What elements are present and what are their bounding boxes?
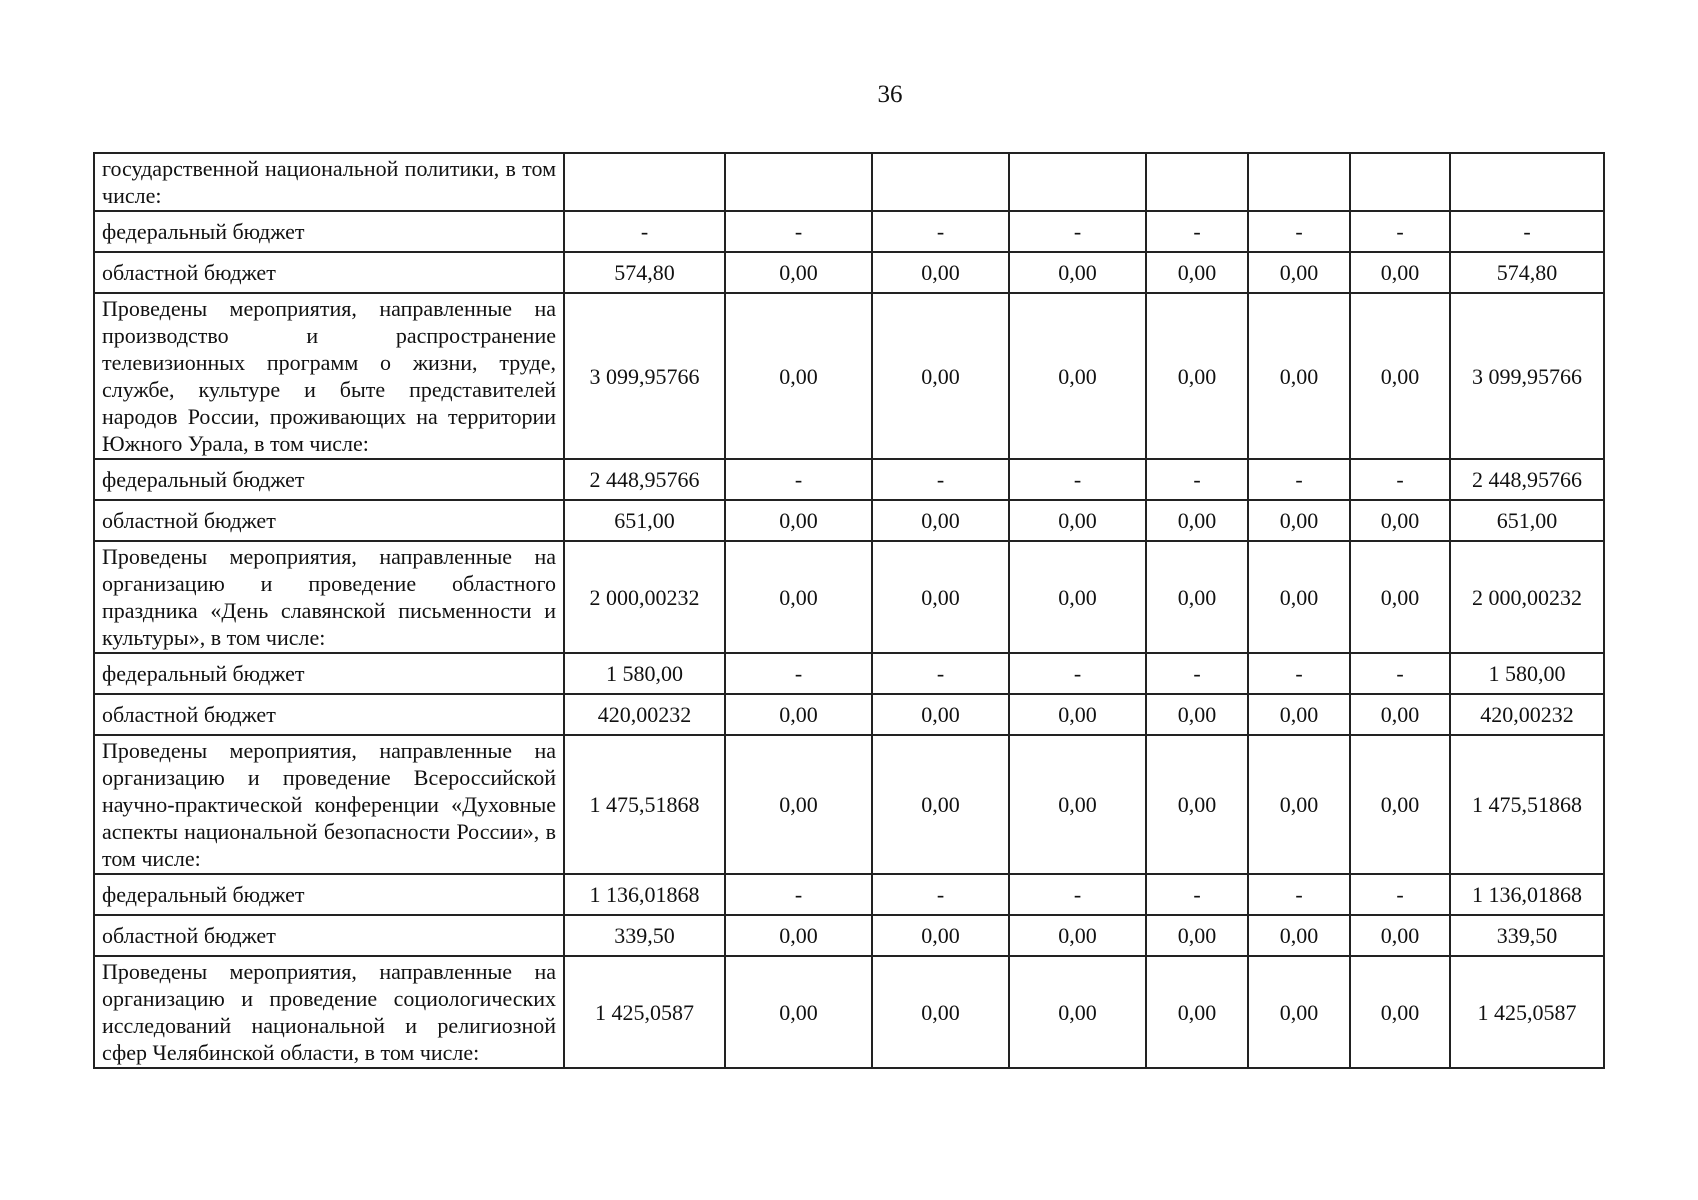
total-cell: 420,00232 bbox=[1450, 694, 1604, 735]
total-cell: 1 580,00 bbox=[1450, 653, 1604, 694]
amount-cell: 0,00 bbox=[1009, 500, 1146, 541]
amount-cell bbox=[1248, 153, 1350, 211]
budget-source-label: федеральный бюджет bbox=[94, 211, 564, 252]
budget-source-row bbox=[94, 500, 1604, 541]
activity-description: Проведены мероприятия, направленные на организацию и проведение областного праздника «День славянской письменности и культуры», в том числе: bbox=[94, 541, 564, 653]
amount-cell: 0,00 bbox=[1009, 694, 1146, 735]
amount-cell: 0,00 bbox=[1248, 956, 1350, 1068]
amount-cell: 0,00 bbox=[1248, 500, 1350, 541]
amount-cell: 0,00 bbox=[725, 252, 872, 293]
amount-cell: - bbox=[1350, 211, 1450, 252]
total-cell: 339,50 bbox=[1450, 915, 1604, 956]
total-cell: 1 425,0587 bbox=[1450, 956, 1604, 1068]
activity-description: Проведены мероприятия, направленные на организацию и проведение Всероссийской научно-практической конференции «Духовные аспекты национальной безопасности России», в том числе: bbox=[94, 735, 564, 874]
total-cell: 3 099,95766 bbox=[1450, 293, 1604, 459]
amount-cell: 0,00 bbox=[1248, 735, 1350, 874]
amount-cell: - bbox=[564, 211, 725, 252]
budget-source-row bbox=[94, 915, 1604, 956]
amount-cell: 0,00 bbox=[1248, 293, 1350, 459]
activity-description: Проведены мероприятия, направленные на производство и распространение телевизионных программ о жизни, труде, службе, культуре и быте представителей народов России, проживающих на территории Южного Урала, в том числе: bbox=[94, 293, 564, 459]
total-cell: - bbox=[1450, 211, 1604, 252]
budget-table-body bbox=[94, 153, 1604, 1068]
amount-cell: - bbox=[1009, 653, 1146, 694]
amount-cell: 0,00 bbox=[1009, 252, 1146, 293]
amount-cell: - bbox=[1350, 459, 1450, 500]
amount-cell: 0,00 bbox=[1350, 956, 1450, 1068]
amount-cell: 0,00 bbox=[1146, 293, 1248, 459]
activity-description: Проведены мероприятия, направленные на организацию и проведение социологических исследований национальной и религиозной сфер Челябинской области, в том числе: bbox=[94, 956, 564, 1068]
activity-row bbox=[94, 293, 1604, 459]
amount-cell: - bbox=[1248, 653, 1350, 694]
amount-cell bbox=[872, 153, 1009, 211]
amount-cell: - bbox=[1009, 874, 1146, 915]
amount-cell: 0,00 bbox=[1146, 735, 1248, 874]
total-cell: 1 136,01868 bbox=[1450, 874, 1604, 915]
amount-cell: 1 580,00 bbox=[564, 653, 725, 694]
amount-cell: 0,00 bbox=[872, 500, 1009, 541]
amount-cell: 0,00 bbox=[1146, 500, 1248, 541]
activity-row bbox=[94, 735, 1604, 874]
amount-cell: - bbox=[1146, 211, 1248, 252]
amount-cell: - bbox=[1146, 653, 1248, 694]
budget-source-row bbox=[94, 874, 1604, 915]
amount-cell: 0,00 bbox=[1350, 915, 1450, 956]
total-cell: 574,80 bbox=[1450, 252, 1604, 293]
amount-cell bbox=[1350, 153, 1450, 211]
amount-cell: 0,00 bbox=[1350, 293, 1450, 459]
amount-cell bbox=[1009, 153, 1146, 211]
budget-source-label: областной бюджет bbox=[94, 915, 564, 956]
amount-cell: - bbox=[725, 211, 872, 252]
amount-cell: 0,00 bbox=[1146, 252, 1248, 293]
amount-cell: 0,00 bbox=[1350, 541, 1450, 653]
amount-cell: 0,00 bbox=[1146, 694, 1248, 735]
total-cell: 1 475,51868 bbox=[1450, 735, 1604, 874]
amount-cell: 0,00 bbox=[725, 735, 872, 874]
budget-source-label: федеральный бюджет bbox=[94, 459, 564, 500]
amount-cell: 0,00 bbox=[872, 293, 1009, 459]
amount-cell: - bbox=[872, 874, 1009, 915]
amount-cell: 2 000,00232 bbox=[564, 541, 725, 653]
amount-cell: - bbox=[1248, 459, 1350, 500]
amount-cell: - bbox=[1350, 653, 1450, 694]
amount-cell: 3 099,95766 bbox=[564, 293, 725, 459]
budget-source-row bbox=[94, 211, 1604, 252]
amount-cell: 0,00 bbox=[1350, 500, 1450, 541]
amount-cell: 0,00 bbox=[1248, 252, 1350, 293]
amount-cell: 0,00 bbox=[872, 694, 1009, 735]
budget-source-row bbox=[94, 459, 1604, 500]
amount-cell: 651,00 bbox=[564, 500, 725, 541]
amount-cell: 420,00232 bbox=[564, 694, 725, 735]
amount-cell: - bbox=[872, 211, 1009, 252]
amount-cell: 0,00 bbox=[1009, 956, 1146, 1068]
budget-source-label: областной бюджет bbox=[94, 694, 564, 735]
activity-row bbox=[94, 956, 1604, 1068]
amount-cell: 0,00 bbox=[1009, 915, 1146, 956]
amount-cell: - bbox=[1350, 874, 1450, 915]
amount-cell: 0,00 bbox=[1350, 252, 1450, 293]
amount-cell: 0,00 bbox=[872, 915, 1009, 956]
amount-cell: 0,00 bbox=[725, 956, 872, 1068]
amount-cell: 574,80 bbox=[564, 252, 725, 293]
amount-cell: 0,00 bbox=[725, 293, 872, 459]
amount-cell: - bbox=[1248, 874, 1350, 915]
amount-cell: 0,00 bbox=[1146, 915, 1248, 956]
budget-source-label: федеральный бюджет bbox=[94, 874, 564, 915]
amount-cell: 1 475,51868 bbox=[564, 735, 725, 874]
amount-cell: 0,00 bbox=[725, 500, 872, 541]
activity-row bbox=[94, 541, 1604, 653]
amount-cell: - bbox=[725, 874, 872, 915]
activity-description: государственной национальной политики, в том числе: bbox=[94, 153, 564, 211]
amount-cell: - bbox=[872, 459, 1009, 500]
amount-cell: 0,00 bbox=[1009, 735, 1146, 874]
amount-cell: - bbox=[1146, 874, 1248, 915]
total-cell bbox=[1450, 153, 1604, 211]
amount-cell: 0,00 bbox=[725, 915, 872, 956]
amount-cell bbox=[725, 153, 872, 211]
amount-cell: - bbox=[1009, 459, 1146, 500]
amount-cell: 0,00 bbox=[1248, 915, 1350, 956]
amount-cell: - bbox=[872, 653, 1009, 694]
amount-cell: 0,00 bbox=[1009, 541, 1146, 653]
amount-cell: 339,50 bbox=[564, 915, 725, 956]
amount-cell: 1 136,01868 bbox=[564, 874, 725, 915]
amount-cell: 0,00 bbox=[1350, 694, 1450, 735]
amount-cell: 0,00 bbox=[1248, 694, 1350, 735]
amount-cell: 0,00 bbox=[872, 735, 1009, 874]
amount-cell: 0,00 bbox=[1009, 293, 1146, 459]
amount-cell: - bbox=[1009, 211, 1146, 252]
amount-cell: 2 448,95766 bbox=[564, 459, 725, 500]
amount-cell: - bbox=[1146, 459, 1248, 500]
amount-cell: 0,00 bbox=[1248, 541, 1350, 653]
budget-source-row bbox=[94, 252, 1604, 293]
amount-cell: 0,00 bbox=[872, 252, 1009, 293]
amount-cell: - bbox=[725, 459, 872, 500]
amount-cell: 1 425,0587 bbox=[564, 956, 725, 1068]
budget-table bbox=[93, 152, 1605, 1069]
budget-source-label: федеральный бюджет bbox=[94, 653, 564, 694]
amount-cell: 0,00 bbox=[1350, 735, 1450, 874]
amount-cell: 0,00 bbox=[725, 541, 872, 653]
amount-cell: 0,00 bbox=[872, 541, 1009, 653]
amount-cell: - bbox=[725, 653, 872, 694]
amount-cell bbox=[564, 153, 725, 211]
amount-cell: - bbox=[1248, 211, 1350, 252]
budget-source-label: областной бюджет bbox=[94, 500, 564, 541]
amount-cell: 0,00 bbox=[872, 956, 1009, 1068]
amount-cell: 0,00 bbox=[725, 694, 872, 735]
amount-cell: 0,00 bbox=[1146, 541, 1248, 653]
total-cell: 651,00 bbox=[1450, 500, 1604, 541]
budget-source-row bbox=[94, 694, 1604, 735]
amount-cell bbox=[1146, 153, 1248, 211]
amount-cell: 0,00 bbox=[1146, 956, 1248, 1068]
total-cell: 2 448,95766 bbox=[1450, 459, 1604, 500]
budget-source-row bbox=[94, 653, 1604, 694]
page-number: 36 bbox=[877, 81, 903, 108]
total-cell: 2 000,00232 bbox=[1450, 541, 1604, 653]
activity-row bbox=[94, 153, 1604, 211]
budget-source-label: областной бюджет bbox=[94, 252, 564, 293]
